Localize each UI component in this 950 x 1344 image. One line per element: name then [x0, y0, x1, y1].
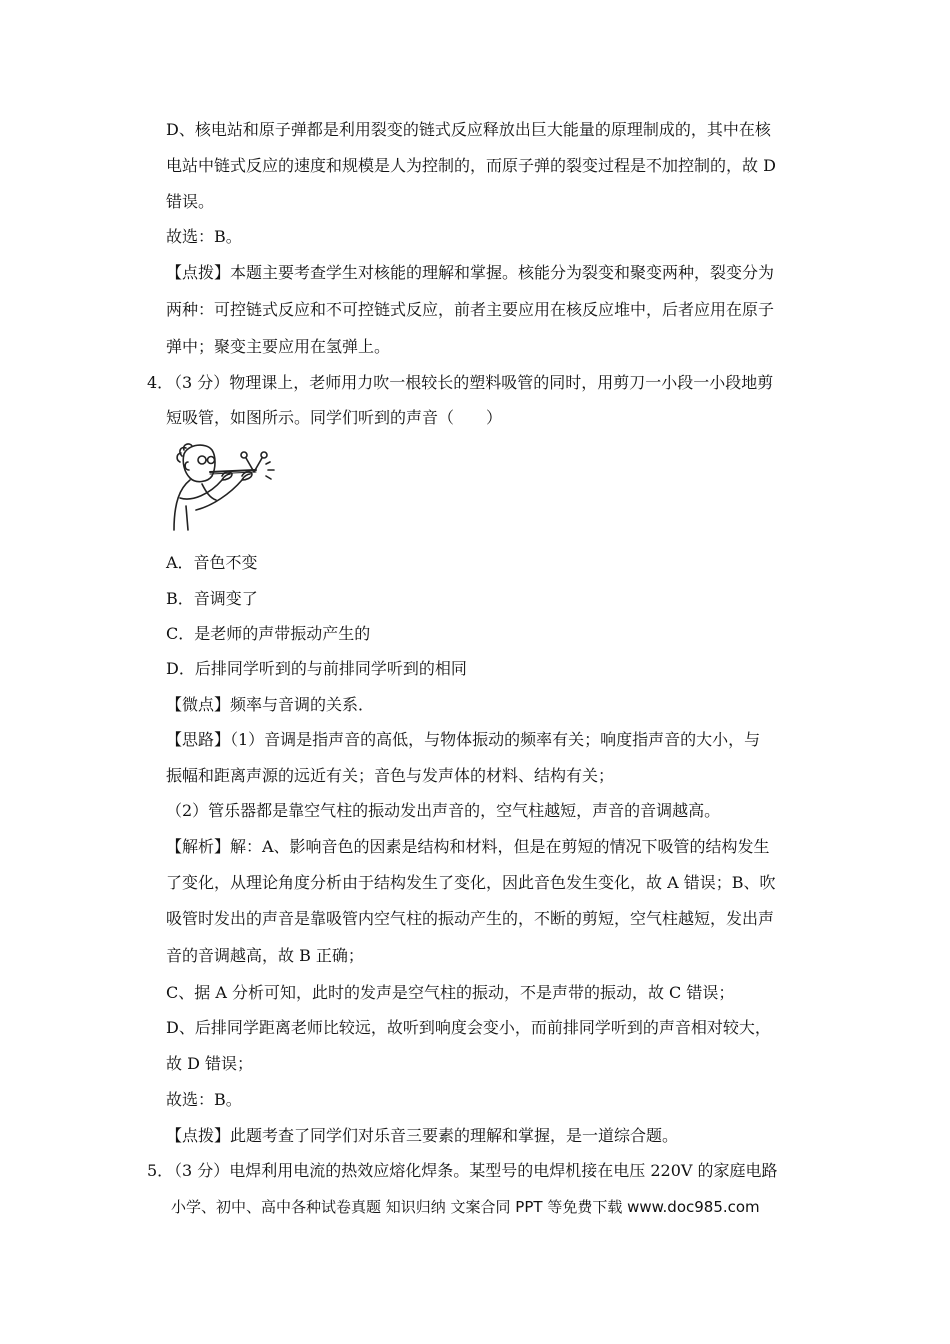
- question-4-jiexi-line3: 吸管时发出的声音是靠吸管内空气柱的振动产生的，不断的剪短，空气柱越短，发出声: [166, 909, 775, 928]
- prev-tip-line3: 弹中；聚变主要应用在氢弹上。: [166, 337, 391, 356]
- prev-tip-line1: 【点拨】本题主要考查学生对核能的理解和掌握。核能分为裂变和聚变两种，裂变分为: [166, 263, 775, 282]
- question-4-option-d: D．后排同学听到的与前排同学听到的相同: [166, 659, 467, 678]
- prev-tip-line2: 两种：可控链式反应和不可控链式反应，前者主要应用在核反应堆中，后者应用在原子: [166, 300, 775, 319]
- teacher-blowing-straw-illustration: [166, 440, 286, 532]
- question-4-option-a: A．音色不变: [166, 553, 258, 572]
- prev-answer-d-line3: 错误。: [166, 192, 215, 211]
- question-4-silu-line2: 振幅和距离声源的远近有关；音色与发声体的材料、结构有关；: [166, 766, 615, 785]
- question-4-stem-line1: （3 分）物理课上，老师用力吹一根较长的塑料吸管的同时，用剪刀一小段一小段地剪: [166, 373, 774, 392]
- question-4-silu-line1: 【思路】（1）音调是指声音的高低，与物体振动的频率有关；响度指声音的大小，与: [166, 730, 761, 749]
- prev-answer-d-line2: 电站中链式反应的速度和规模是人为控制的，而原子弹的裂变过程是不加控制的，故 D: [166, 156, 776, 175]
- footer-download-banner: 小学、初中、高中各种试卷真题 知识归纳 文案合同 PPT 等免费下载 www.doc985.com: [171, 1198, 760, 1216]
- question-4-jiexi-line5: C、据 A 分析可知，此时的发声是空气柱的振动，不是声带的振动，故 C 错误；: [166, 983, 735, 1002]
- question-5-number: 5．: [147, 1161, 174, 1180]
- prev-answer-d-line1: D、核电站和原子弹都是利用裂变的链式反应释放出巨大能量的原理制成的，其中在核: [166, 120, 771, 139]
- question-4-jiexi-line7: 故 D 错误；: [166, 1054, 254, 1073]
- question-4-jiexi-line6: D、后排同学距离老师比较远，故听到响度会变小，而前排同学听到的声音相对较大，: [166, 1018, 771, 1037]
- question-4-tip: 【点拨】此题考查了同学们对乐音三要素的理解和掌握，是一道综合题。: [166, 1126, 679, 1145]
- question-4-jiexi-line4: 音的音调越高，故 B 正确；: [166, 946, 364, 965]
- question-4-number: 4．: [147, 373, 174, 392]
- question-4-stem-line2: 短吸管，如图所示。同学们听到的声音（ ）: [166, 408, 503, 427]
- question-4-option-b: B．音调变了: [166, 589, 258, 608]
- question-4-choice: 故选：B。: [166, 1090, 242, 1109]
- question-4-jiexi-line1: 【解析】解：A、影响音色的因素是结构和材料，但是在剪短的情况下吸管的结构发生: [166, 837, 770, 856]
- question-4-weidian: 【微点】频率与音调的关系．: [166, 695, 375, 714]
- prev-answer-choice: 故选：B。: [166, 227, 242, 246]
- question-5-stem-line1: （3 分）电焊利用电流的热效应熔化焊条。某型号的电焊机接在电压 220V 的家庭电路: [166, 1161, 778, 1180]
- question-4-option-c: C．是老师的声带振动产生的: [166, 624, 371, 643]
- question-4-jiexi-line2: 了变化，从理论角度分析由于结构发生了变化，因此音色发生变化，故 A 错误；B、吹: [166, 873, 776, 892]
- question-4-silu-line3: （2）管乐器都是靠空气柱的振动发出声音的，空气柱越短，声音的音调越高。: [166, 801, 721, 820]
